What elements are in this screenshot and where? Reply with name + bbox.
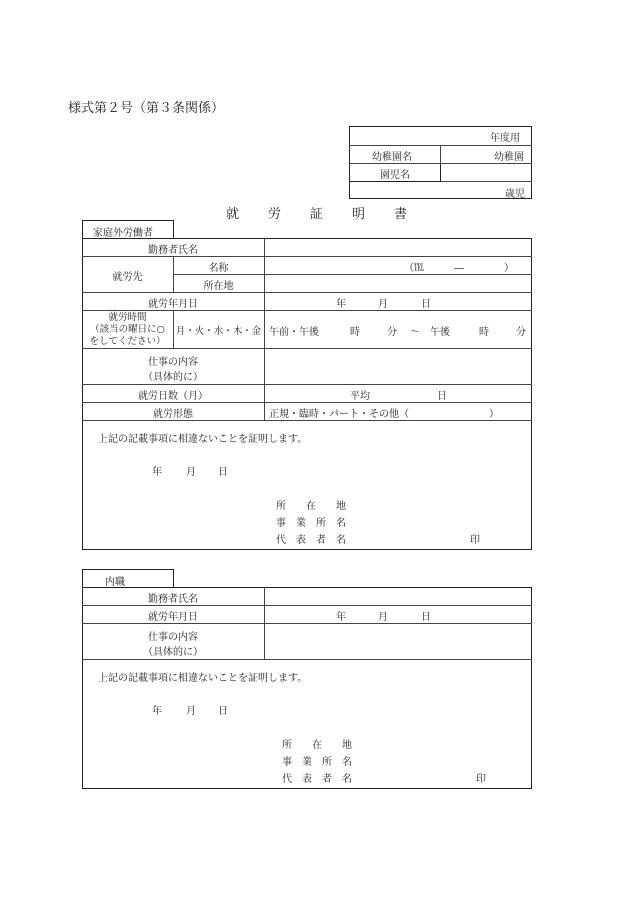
- workplace-address-label: 所在地: [203, 281, 234, 292]
- end-minute-unit: 分: [516, 327, 526, 338]
- weekdays-options: 月・火・水・木・金: [175, 326, 262, 337]
- end-pm-label: 午後: [430, 327, 450, 338]
- business-name-label: 事 業 所 名: [282, 757, 352, 768]
- location-label: 所 在 地: [276, 501, 346, 512]
- row-divider: [82, 420, 532, 421]
- row-divider: [173, 274, 532, 275]
- section1-tab: [82, 220, 174, 239]
- row-divider: [82, 384, 532, 385]
- job-content-note: （具体的に）: [143, 647, 203, 658]
- title-char: 明: [352, 207, 366, 222]
- workplace-name-label: 名称: [208, 263, 229, 274]
- certification-text: 上記の記載事項に相違ないことを証明します。: [98, 673, 308, 684]
- working-days-label: 就労日数（月）: [138, 391, 208, 402]
- section2-tab-label: 内職: [105, 577, 125, 588]
- working-hours-note: （該当の曜日に○: [90, 324, 165, 335]
- employment-form-label: 就労形態: [153, 409, 193, 420]
- job-content-note: （具体的に）: [143, 372, 203, 383]
- working-hours-label: 就労時間: [108, 312, 147, 323]
- header-divider: [440, 181, 532, 182]
- workplace-label: 就労先: [112, 272, 143, 283]
- title-char: 就: [226, 207, 240, 222]
- cert-date-day: 日: [218, 706, 228, 717]
- location-label: 所 在 地: [282, 740, 352, 751]
- end-hour-unit: 時: [479, 327, 489, 338]
- range-tilde: ～: [410, 327, 420, 338]
- title-char: 労: [268, 207, 282, 222]
- average-day-unit: 日: [437, 391, 447, 402]
- representative-label: 代 表 者 名: [276, 535, 346, 546]
- certification-text: 上記の記載事項に相違ないことを証明します。: [98, 434, 308, 445]
- cert-date-month: 月: [186, 467, 196, 478]
- child-name-label: 園児名: [380, 170, 410, 181]
- average-label: 平均: [350, 391, 370, 402]
- date-day: 日: [421, 612, 431, 623]
- cert-date-month: 月: [186, 706, 196, 717]
- am-pm-options: 午前・午後: [269, 327, 319, 338]
- form-code: 様式第２号（第３条関係）: [68, 101, 225, 116]
- row-divider: [82, 402, 532, 403]
- employment-form-options: 正規・臨時・パート・その他（ ）: [269, 409, 499, 420]
- section2-tab: [82, 569, 174, 588]
- row-divider: [82, 605, 532, 606]
- business-name-label: 事 業 所 名: [276, 518, 346, 529]
- job-content-label: 仕事の内容: [148, 357, 198, 368]
- cert-date-year: 年: [152, 467, 162, 478]
- row-divider: [82, 623, 532, 624]
- row-divider: [82, 348, 532, 349]
- worker-name-label: 勤務者氏名: [148, 245, 198, 256]
- date-year: 年: [336, 299, 346, 310]
- seal-mark: 印: [476, 774, 486, 785]
- cert-date-day: 日: [218, 467, 228, 478]
- row-divider: [82, 256, 532, 257]
- fiscal-year-label: 年度用: [490, 133, 520, 144]
- col-divider: [264, 587, 265, 659]
- date-month: 月: [378, 612, 388, 623]
- cert-date-year: 年: [152, 706, 162, 717]
- working-hours-note: をしてください）: [89, 336, 166, 347]
- row-divider: [82, 310, 532, 311]
- employment-date-label: 就労年月日: [148, 299, 198, 310]
- row-divider: [82, 659, 532, 660]
- age-suffix: 歳児: [505, 189, 525, 200]
- representative-label: 代 表 者 名: [282, 774, 352, 785]
- employment-date-label: 就労年月日: [148, 612, 198, 623]
- date-year: 年: [336, 612, 346, 623]
- row-divider: [82, 292, 532, 293]
- date-day: 日: [421, 299, 431, 310]
- start-minute-unit: 分: [387, 327, 397, 338]
- section1-tab-label: 家庭外労働者: [93, 228, 153, 239]
- kindergarten-label: 幼稚園名: [372, 152, 412, 163]
- tel-field: （℡ ― ）: [404, 263, 514, 274]
- seal-mark: 印: [470, 535, 480, 546]
- start-hour-unit: 時: [350, 327, 360, 338]
- col-divider: [264, 238, 265, 420]
- job-content-label: 仕事の内容: [148, 632, 198, 643]
- title-char: 証: [310, 207, 324, 222]
- title-char: 書: [394, 207, 408, 222]
- date-month: 月: [378, 299, 388, 310]
- kindergarten-suffix: 幼稚園: [494, 152, 524, 163]
- worker-name-label: 勤務者氏名: [148, 594, 198, 605]
